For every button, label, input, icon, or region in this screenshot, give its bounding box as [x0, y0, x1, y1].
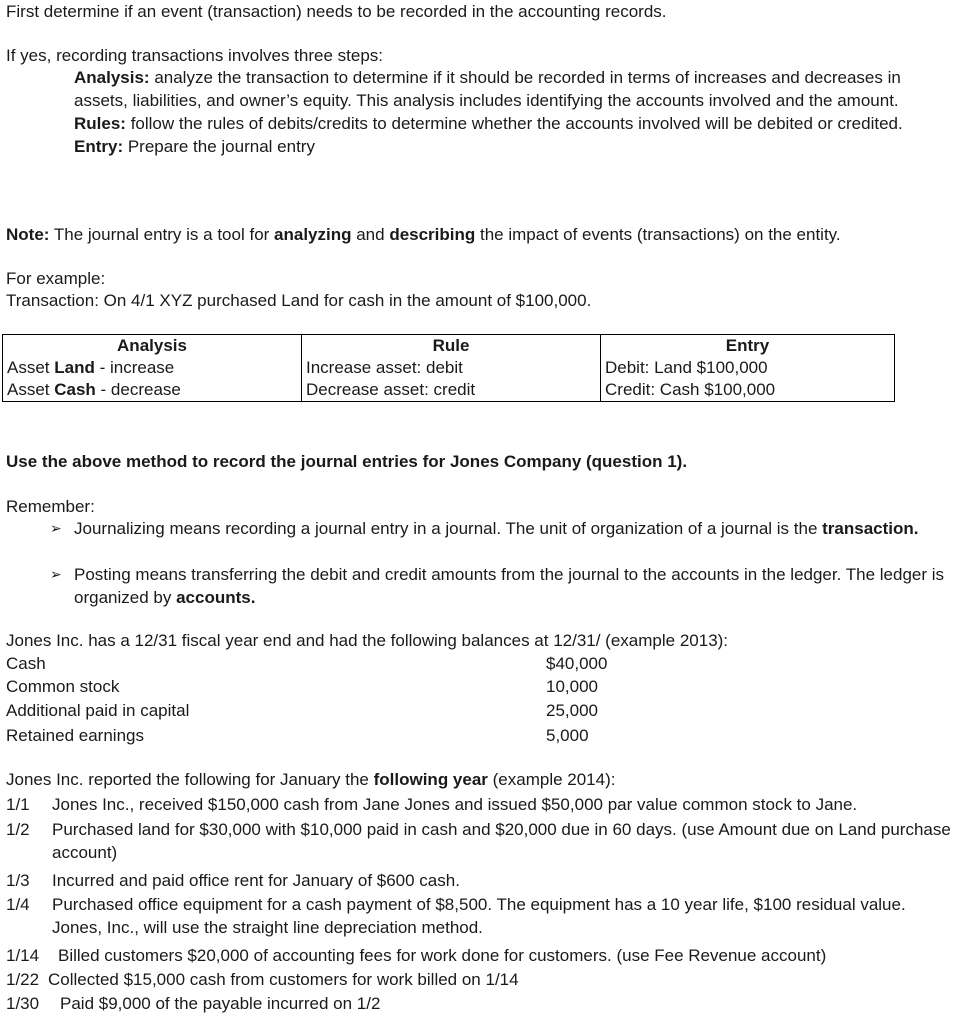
transaction-text: Billed customers $20,000 of accounting fees for work done for customers. (use Fee Revenue account) — [58, 946, 827, 965]
transaction-text: Purchased office equipment for a cash payment of $8,500. The equipment has a 10 year life, $100 residual value. Jones, Inc., will use the straight line depreciation method. — [52, 895, 906, 937]
example-table — [2, 334, 895, 402]
note-bold-1: analyzing — [274, 225, 352, 244]
table-header-row — [3, 335, 895, 358]
steps-list — [74, 66, 944, 158]
arrow-bullet-icon: ➢ — [50, 520, 62, 536]
transaction-date: 1/14 — [6, 946, 40, 965]
note-label: Note: — [6, 225, 50, 244]
step-entry — [74, 135, 944, 158]
intro-line-2: If yes, recording transactions involves three steps: — [6, 46, 384, 65]
transaction-text: Incurred and paid office rent for January of $600 cash. — [52, 871, 460, 890]
cell-text: Asset — [7, 380, 55, 399]
transaction-date: 1/22 — [6, 970, 40, 989]
transaction-text: Purchased land for $30,000 with $10,000 paid in cash and $20,000 due in 60 days. (use Amount due on Land purchase account) — [52, 820, 951, 862]
cell-analysis — [3, 357, 302, 379]
remember-heading: Remember: — [6, 497, 95, 516]
cell-text: Asset — [7, 358, 55, 377]
header-analysis: Analysis — [3, 335, 302, 358]
transaction-text: Paid $9,000 of the payable incurred on 1/2 — [60, 994, 381, 1013]
january-heading-text: (example 2014): — [487, 770, 616, 789]
remember-text: Posting means transferring the debit and credit amounts from the journal to the accounts in the ledger. The ledger is organized by — [74, 565, 945, 607]
arrow-bullet-icon: ➢ — [50, 566, 62, 582]
step-term: Rules: — [74, 114, 126, 133]
remember-text: Journalizing means recording a journal entry in a journal. The unit of organization of a journal is the — [74, 519, 823, 538]
cell-account: Land — [54, 358, 95, 377]
table-row — [3, 379, 895, 402]
january-heading — [6, 768, 615, 791]
transaction-text: Jones Inc., received $150,000 cash from Jane Jones and issued $50,000 par value common stock to Jane. — [52, 795, 858, 814]
balance-name: Retained earnings — [6, 726, 144, 745]
january-heading-text: Jones Inc. reported the following for January the — [6, 770, 374, 789]
balances-heading: Jones Inc. has a 12/31 fiscal year end and had the following balances at 12/31/ (example 2013): — [6, 631, 729, 650]
example-heading: For example: — [6, 269, 106, 288]
step-text: analyze the transaction to determine if it should be recorded in terms of increases and decreases in assets, liabilities, and owner’s equity. This analysis includes identifying the accounts involved and the amount. — [74, 68, 901, 110]
instruction-heading: Use the above method to record the journal entries for Jones Company (question 1). — [6, 452, 688, 471]
transaction-date: 1/1 — [6, 795, 30, 814]
remember-item-posting — [74, 563, 968, 609]
note-text-3: the impact of events (transactions) on the entity. — [475, 225, 841, 244]
step-text: follow the rules of debits/credits to determine whether the accounts involved will be debited or credited. — [125, 114, 903, 133]
transaction-date: 1/30 — [6, 994, 40, 1013]
note-paragraph — [6, 223, 841, 246]
cell-rule: Increase asset: debit — [302, 357, 601, 379]
note-bold-2: describing — [389, 225, 476, 244]
cell-entry: Credit: Cash $100,000 — [601, 379, 895, 402]
step-term: Analysis: — [74, 68, 150, 87]
header-entry: Entry — [601, 335, 895, 358]
balance-name: Additional paid in capital — [6, 701, 190, 720]
balance-value: $40,000 — [546, 654, 608, 673]
remember-bold: accounts. — [176, 588, 256, 607]
intro-line-1: First determine if an event (transaction) needs to be recorded in the accounting records. — [6, 2, 667, 21]
step-term: Entry: — [74, 137, 124, 156]
remember-bold: transaction. — [822, 519, 919, 538]
cell-entry: Debit: Land $100,000 — [601, 357, 895, 379]
header-rule: Rule — [302, 335, 601, 358]
remember-item-journalizing — [74, 517, 968, 540]
note-text-2: and — [351, 225, 390, 244]
example-transaction: Transaction: On 4/1 XYZ purchased Land for cash in the amount of $100,000. — [6, 291, 592, 310]
cell-text: - increase — [94, 358, 175, 377]
balance-name: Cash — [6, 654, 46, 673]
transaction-date: 1/3 — [6, 871, 30, 890]
step-text: Prepare the journal entry — [123, 137, 315, 156]
step-analysis — [74, 66, 944, 112]
cell-text: - decrease — [95, 380, 181, 399]
balance-name: Common stock — [6, 677, 120, 696]
transaction-date: 1/4 — [6, 895, 30, 914]
cell-analysis — [3, 379, 302, 402]
balance-value: 5,000 — [546, 726, 589, 745]
table-row — [3, 357, 895, 379]
note-text-1: The journal entry is a tool for — [49, 225, 275, 244]
cell-account: Cash — [54, 380, 96, 399]
step-rules — [74, 112, 944, 135]
transaction-text: Collected $15,000 cash from customers for work billed on 1/14 — [48, 970, 519, 989]
cell-rule: Decrease asset: credit — [302, 379, 601, 402]
balance-value: 10,000 — [546, 677, 598, 696]
january-heading-bold: following year — [373, 770, 488, 789]
transaction-date: 1/2 — [6, 820, 30, 839]
balance-value: 25,000 — [546, 701, 598, 720]
